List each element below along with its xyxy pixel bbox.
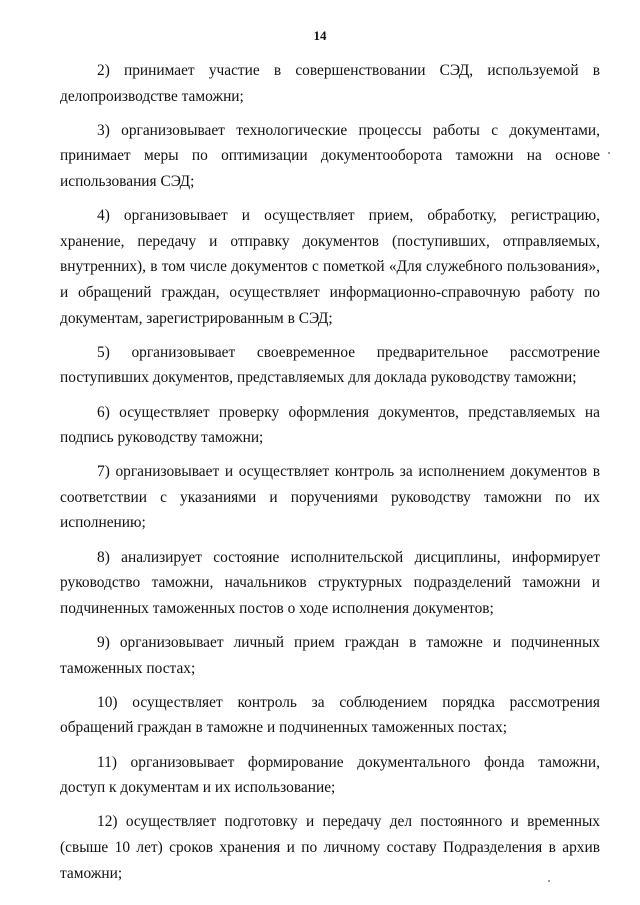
paragraph-item-10: 10) осуществляет контроль за соблюдением порядка рассмотрения обращений граждан в таможне и подчиненных таможенных постах; (60, 693, 600, 737)
paragraph-item-3: 3) организовывает технологические процессы работы с документами, принимает меры по оптимизации документооборота таможни на основе использования СЭД; (60, 121, 600, 190)
paragraph-item-2: 2) принимает участие в совершенствовании СЭД, используемой в делопроизводстве таможни; (60, 62, 600, 105)
paragraph-item-8: 8) анализирует состояние исполнительской дисциплины, информирует руководство таможни, начальников структурных подразделений таможни и подчиненных таможенных постов о ходе исполнения документов; (60, 548, 600, 617)
paragraph-item-12: 12) осуществляет подготовку и передачу дел постоянного и временных (свыше 10 лет) сроков хранения и по личному составу Подразделения в архив таможни; (60, 813, 600, 882)
paragraph-item-5: 5) организовывает своевременное предварительное рассмотрение поступивших документов, представляемых для доклада руководству таможни; (60, 343, 600, 387)
paragraph-item-11: 11) организовывает формирование документального фонда таможни, доступ к документам и их использование; (60, 753, 600, 797)
paragraph-item-9: 9) организовывает личный прием граждан в таможне и подчиненных таможенных постах; (60, 634, 600, 677)
scan-speck (548, 880, 550, 882)
paragraph-item-6: 6) осуществляет проверку оформления документов, представляемых на подпись руководству таможни; (60, 403, 600, 447)
document-body (60, 58, 600, 895)
scan-speck (608, 152, 610, 154)
paragraph-item-7: 7) организовывает и осуществляет контроль за исполнением документов в соответствии с указаниями и поручениями руководству таможни по их исполнению; (60, 463, 600, 532)
page-number: 14 (313, 28, 327, 43)
paragraph-item-4: 4) организовывает и осуществляет прием, обработку, регистрацию, хранение, передачу и отправку документов (поступивших, отправляемых, внутренних), в том числе документов с пометкой «Для служебного пользования», и обращений граждан, осуществляет информационно-справочную работу по документам, зарегистрированным в СЭД; (60, 207, 600, 327)
